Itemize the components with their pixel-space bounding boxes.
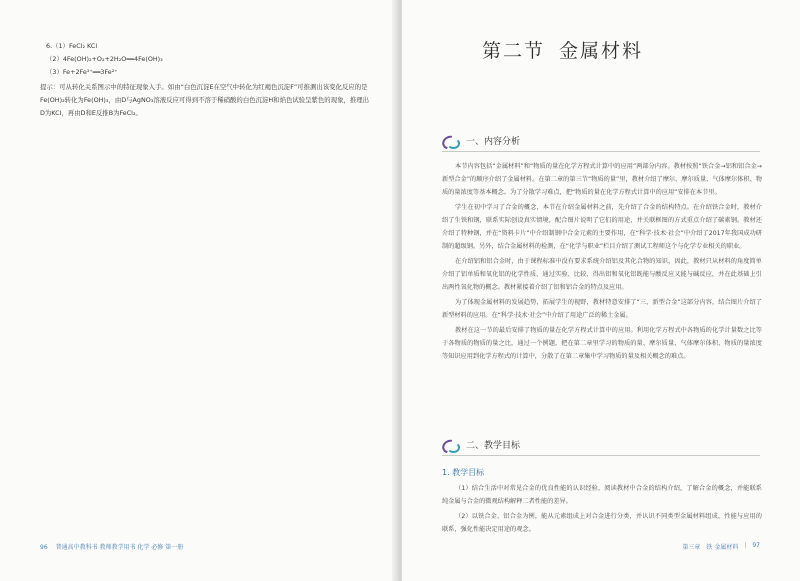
page-number-left: 96 bbox=[40, 544, 48, 551]
paragraph: 本节内容包括“金属材料”和“物质的量在化学方程式计算中的应用”两部分内容。教材按照“铁合金→铝和铝合金→新型合金”的顺序介绍了金属材料。在第二章的第三节“物质的量”里，教材介绍了摩尔、摩尔质量、气体摩尔体积、物质的量浓度等基本概念。为了分散学习难点，把“物质的量在化学方程式计算中的应用”安排在本节里。 bbox=[442, 163, 762, 196]
answers-block bbox=[40, 40, 370, 120]
teaching-goals-text bbox=[442, 466, 762, 538]
heading-teaching-goals bbox=[442, 438, 520, 451]
heading-label: 二、教学目标 bbox=[466, 441, 521, 451]
section-name: 金属材料 bbox=[559, 40, 644, 62]
heading-content-analysis bbox=[442, 134, 520, 147]
swirl-icon bbox=[442, 135, 460, 147]
paragraph: 为了体现金属材料的发展趋势，拓展学生的视野，教材特意安排了“三、新型合金”这部分内容，结合图片介绍了新型材料的应用。在“科学·技术·社会”中介绍了用途广泛的稀土金属。 bbox=[442, 299, 762, 319]
book-title: 普通高中教科书 教师教学用书 化学 必修 第一册 bbox=[55, 544, 184, 551]
answer-line: （2）4Fe(OH)₂+O₂+2H₂O══4Fe(OH)₃ bbox=[46, 55, 163, 63]
divider bbox=[442, 455, 760, 456]
subheading: 1. 教学目标 bbox=[442, 468, 485, 477]
section-title bbox=[482, 36, 643, 63]
divider bbox=[442, 151, 760, 152]
paragraph: 教材在这一节的最后安排了物质的量在化学方程式计算中的应用。利用化学方程式中各物质的化学计量数之比等于各物质的物质的量之比，通过一个例题，把在第二章里学习的物质的量、摩尔质量、气体摩尔体积、物质的量浓度等知识应用到化学方程式的计算中，分散了在第二章集中学习物质的量及相关概念的难点。 bbox=[442, 327, 762, 360]
page-number-right: 97 bbox=[752, 542, 760, 549]
right-page bbox=[402, 0, 800, 581]
paragraph: 学生在初中学习了合金的概念，本节在介绍金属材料之前，先介绍了合金的结构特点。在介绍铁合金时，教材介绍了生铁和钢，联系实际创设真实情境，配合图片说明了它们的用途，并关联框图的方式重点介绍了碳素钢。教材还介绍了特种钢，并在“资料卡片”中介绍制钢中合金元素的主要作用，在“科学·技术·社会”中介绍了2017年我国成功研制的超级钢。另外，结合金属材料的检测，在“化学与职业”栏目介绍了测试工程师这个与化学专业相关的职业。 bbox=[442, 204, 762, 250]
paragraph: （2）以铁合金、铝合金为例，能从元素组成上对合金进行分类，并认识不同类型金属材料组成、性能与应用的联系，强化性能决定用途的观念。 bbox=[442, 513, 762, 533]
left-footer bbox=[40, 542, 183, 551]
chapter-title: 铁 金属材料 bbox=[706, 544, 739, 551]
answer-line: 6.（1）FeCl₂ KCl bbox=[46, 42, 98, 50]
section-number: 第二节 bbox=[482, 40, 546, 62]
content-analysis-text bbox=[442, 160, 762, 365]
answer-line: （3）Fe+2Fe³⁺══3Fe²⁺ bbox=[46, 68, 118, 76]
paragraph: （1）结合生活中对常见合金的优良性能的认识经验，阅读教材中合金的结构介绍，了解合金的概念，并能联系纯金属与合金的微观结构解释二者性能的差异。 bbox=[442, 485, 762, 505]
separator: | bbox=[744, 542, 747, 549]
swirl-icon bbox=[442, 439, 460, 451]
right-footer bbox=[682, 542, 760, 551]
paragraph: 在介绍铝和铝合金时，由于课程标准中没有要求系统介绍铝及其化合物的知识，因此，教材只从材料的角度简单介绍了铝单质和氧化铝的化学性质，通过实验、比较、得出铝和氧化铝既能与酸反应又能与碱反应，并在此基础上引出两性氧化物的概念。教材紧接着介绍了铝和铝合金的特点及应用。 bbox=[442, 258, 762, 291]
chapter-label: 第三章 bbox=[682, 544, 701, 551]
heading-label: 一、内容分析 bbox=[466, 137, 521, 147]
left-page bbox=[0, 0, 398, 581]
hint-paragraph: 提示：可从转化关系图示中的特征现象入手。如由“白色沉淀E在空气中转化为红褐色沉淀F”可推测出该变化反应的是Fe(OH)₂转化为Fe(OH)₃，由D与AgNO₃溶液反应可得到不溶于稀硝酸的白色沉淀H和焰色试验呈紫色的现象，推理出D为KCl，再由D和E反推B为FeCl₂。 bbox=[40, 83, 370, 117]
